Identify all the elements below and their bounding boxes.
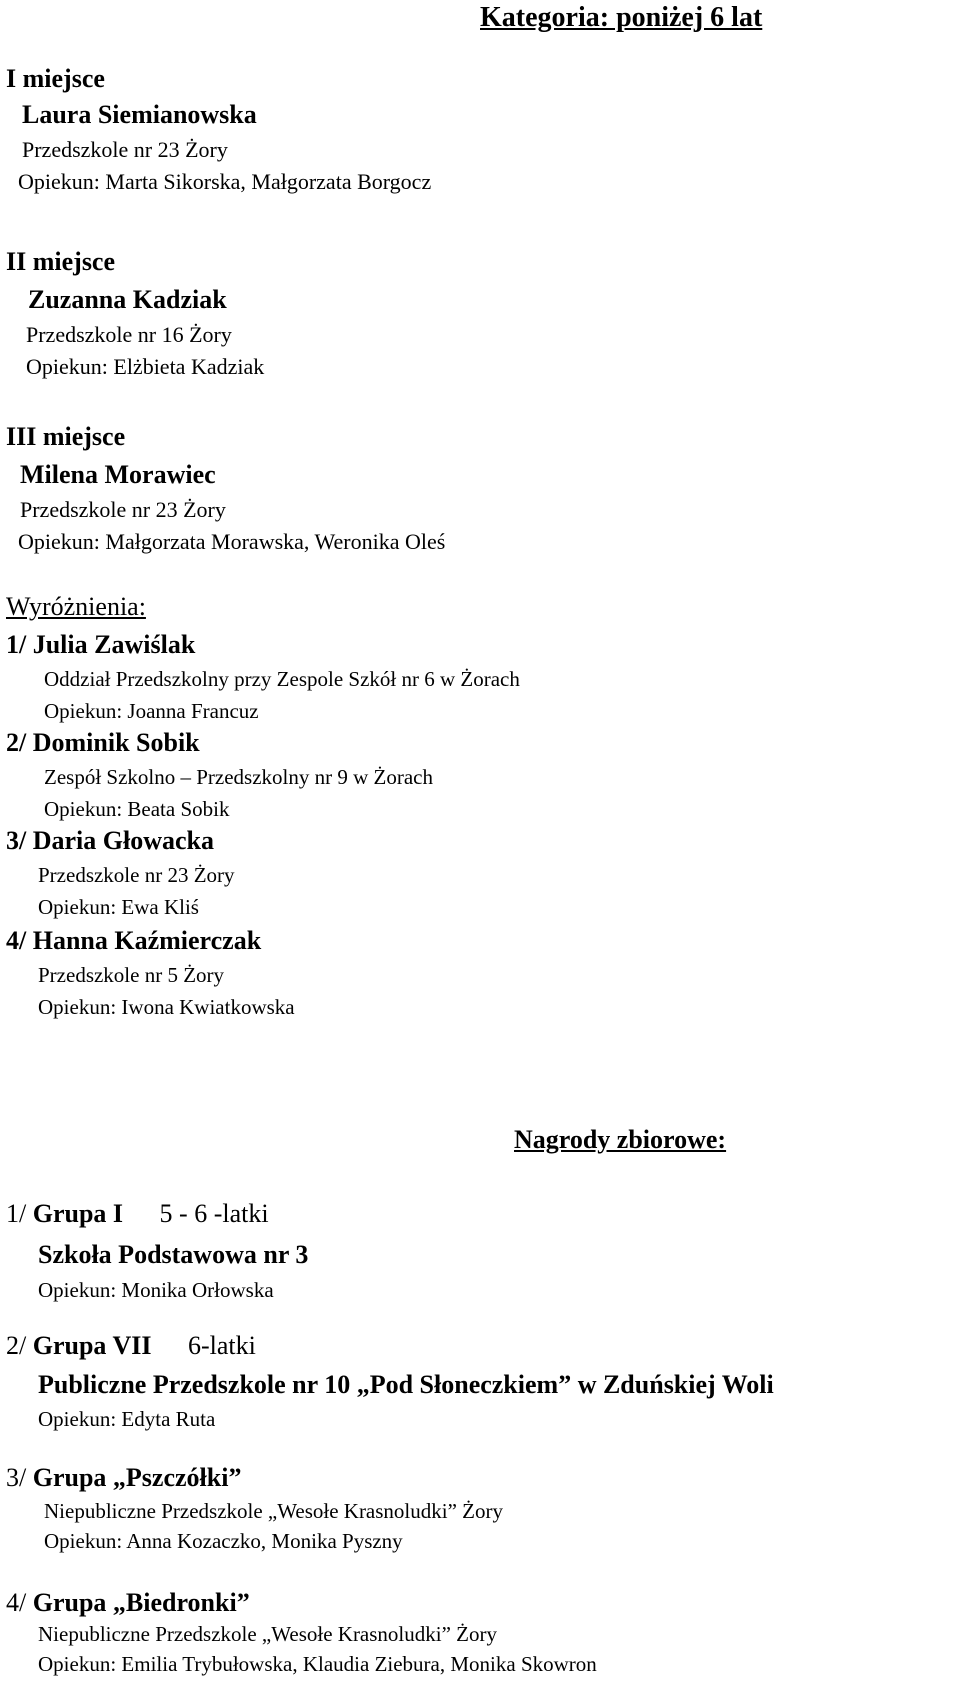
group-1-guardian: Opiekun: Monika Orłowska — [38, 1278, 274, 1302]
group-2-age: 6-latki — [187, 1331, 256, 1360]
place-1-name: Laura Siemianowska — [22, 100, 257, 129]
place-2-guardian: Opiekun: Elżbieta Kadziak — [26, 354, 265, 379]
place-3-school: Przedszkole nr 23 Żory — [20, 497, 226, 522]
distinction-4-school: Przedszkole nr 5 Żory — [38, 963, 225, 987]
distinction-4-guardian: Opiekun: Iwona Kwiatkowska — [38, 995, 295, 1019]
distinction-3-name: 3/ Daria Głowacka — [6, 826, 214, 855]
group-3-header — [6, 1463, 241, 1493]
group-1-age: 5 - 6 -latki — [159, 1199, 269, 1228]
place-2-label: II miejsce — [6, 247, 116, 276]
group-awards-title: Nagrody zbiorowe: — [514, 1125, 727, 1154]
group-2-school: Publiczne Przedszkole nr 10 „Pod Słoneczkiem” w Zduńskiej Woli — [38, 1370, 774, 1399]
group-4-number: 4/ — [6, 1588, 27, 1617]
distinction-2-guardian: Opiekun: Beata Sobik — [44, 797, 230, 821]
distinction-3-school: Przedszkole nr 23 Żory — [38, 863, 235, 887]
group-1-header — [6, 1199, 269, 1229]
group-4-header — [6, 1588, 250, 1618]
group-2-number: 2/ — [6, 1331, 27, 1360]
place-2-name: Zuzanna Kadziak — [28, 285, 227, 314]
place-2-school: Przedszkole nr 16 Żory — [26, 322, 232, 347]
group-3-guardian: Opiekun: Anna Kozaczko, Monika Pyszny — [44, 1529, 403, 1553]
group-3-school: Niepubliczne Przedszkole „Wesołe Krasnoludki” Żory — [44, 1499, 503, 1523]
group-4-guardian: Opiekun: Emilia Trybułowska, Klaudia Ziebura, Monika Skowron — [38, 1652, 597, 1676]
group-4-name: Grupa „Biedronki” — [32, 1588, 250, 1617]
group-3-name: Grupa „Pszczółki” — [32, 1463, 242, 1492]
group-2-name: Grupa VII — [32, 1331, 152, 1360]
distinction-4-name: 4/ Hanna Kaźmierczak — [6, 926, 262, 955]
distinction-2-school: Zespół Szkolno – Przedszkolny nr 9 w Żorach — [44, 765, 434, 789]
distinction-2-name: 2/ Dominik Sobik — [6, 728, 200, 757]
place-1-guardian: Opiekun: Marta Sikorska, Małgorzata Borgocz — [18, 169, 432, 194]
group-1-name: Grupa I — [32, 1199, 124, 1228]
category-title: Kategoria: poniżej 6 lat — [480, 2, 763, 33]
group-4-school: Niepubliczne Przedszkole „Wesołe Krasnoludki” Żory — [38, 1622, 497, 1646]
distinctions-title: Wyróżnienia: — [6, 592, 146, 621]
group-3-number: 3/ — [6, 1463, 27, 1492]
distinction-1-name: 1/ Julia Zawiślak — [6, 630, 196, 659]
group-1-school: Szkoła Podstawowa nr 3 — [38, 1240, 309, 1269]
group-2-header — [6, 1331, 256, 1361]
distinction-1-school: Oddział Przedszkolny przy Zespole Szkół nr 6 w Żorach — [44, 667, 520, 691]
place-1-label: I miejsce — [6, 64, 105, 93]
place-3-label: III miejsce — [6, 422, 126, 451]
place-1-school: Przedszkole nr 23 Żory — [22, 137, 228, 162]
group-1-number: 1/ — [6, 1199, 27, 1228]
group-2-guardian: Opiekun: Edyta Ruta — [38, 1407, 216, 1431]
distinction-1-guardian: Opiekun: Joanna Francuz — [44, 699, 259, 723]
place-3-name: Milena Morawiec — [20, 460, 216, 489]
place-3-guardian: Opiekun: Małgorzata Morawska, Weronika Oleś — [18, 529, 446, 554]
distinction-3-guardian: Opiekun: Ewa Kliś — [38, 895, 199, 919]
